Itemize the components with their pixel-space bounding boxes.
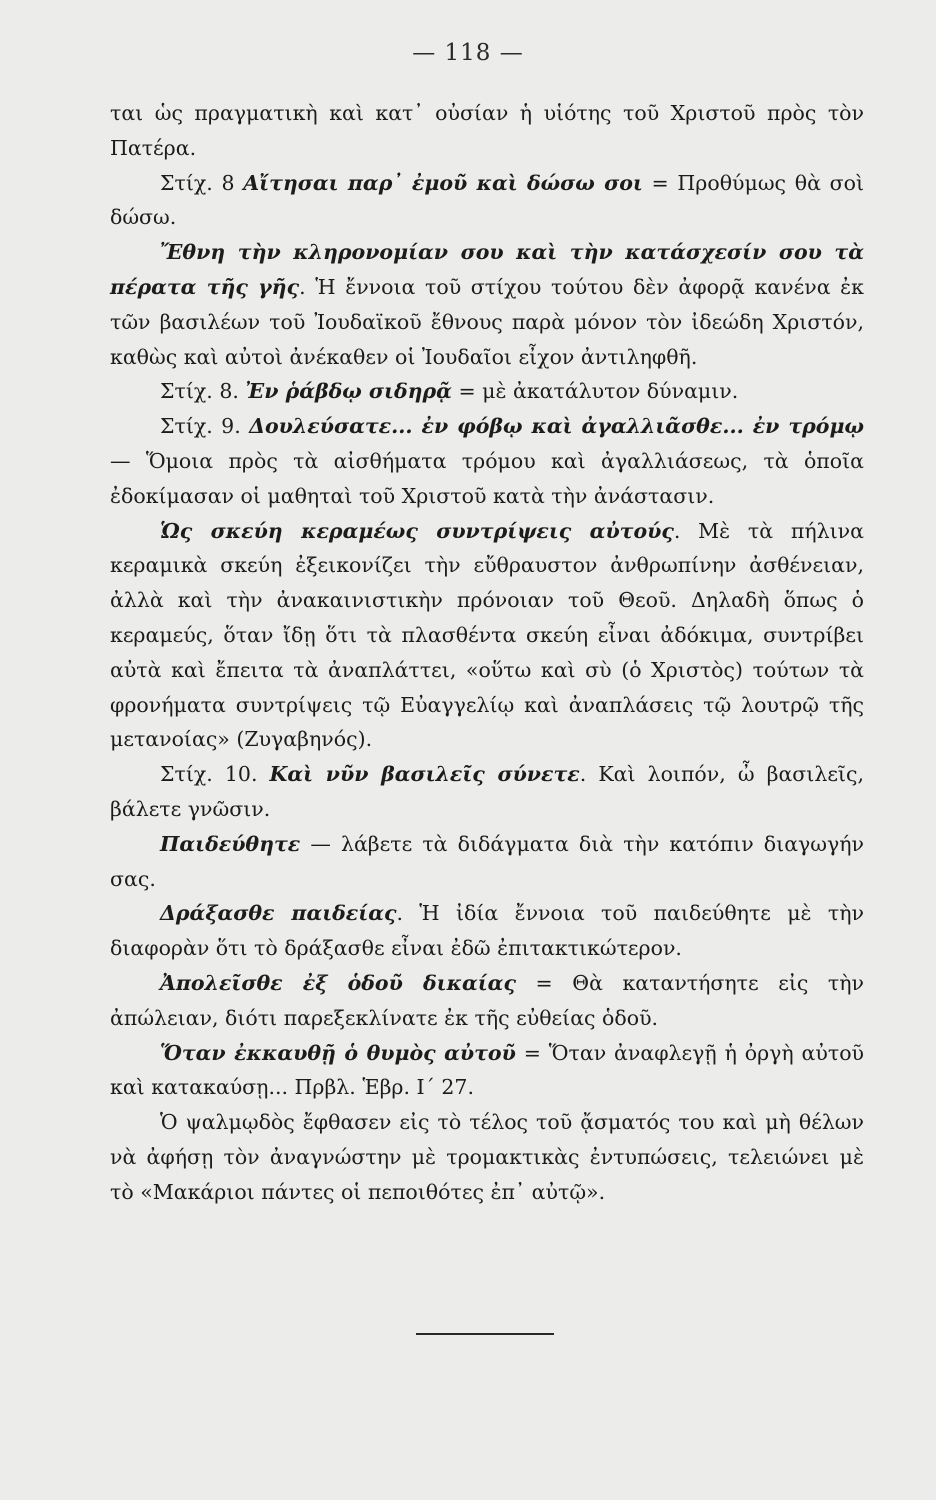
lemma-bold: Δουλεύσατε... ἐν φόβῳ καὶ ἀγαλλιᾶσθε... ἐν τρόμῳ: [249, 414, 864, 439]
text-run: — λάβετε τὰ διδάγματα διὰ τὴν κατόπιν διαγωγήν σας.: [110, 831, 864, 891]
page-number: — 118 —: [412, 40, 524, 66]
text-run: Στίχ. 10.: [160, 762, 270, 787]
paragraph: [110, 409, 864, 513]
text-run: = Θὰ καταντήσητε εἰς τὴν ἀπώλειαν, διότι παρεξεκλίνατε ἐκ τῆς εὐθείας ὁδοῦ.: [110, 970, 865, 1030]
text-run: . Ἡ ἰδία ἔννοια τοῦ παιδεύθητε μὲ τὴν διαφορὰν ὅτι τὸ δράξασθε εἶναι ἐδῶ ἐπιτακτικώτερον.: [110, 901, 864, 961]
text-run: = Ὅταν ἀναφλεγῇ ἡ ὀργὴ αὐτοῦ καὶ κατακαύσῃ... Πρβλ. Ἑβρ. Ι´ 27.: [110, 1040, 864, 1100]
paragraph: [110, 514, 864, 758]
lemma-bold: Παιδεύθητε: [160, 831, 301, 856]
lemma-bold: Δράξασθε παιδείας: [160, 901, 397, 926]
text-run: . Ἡ ἔννοια τοῦ στίχου τούτου δὲν ἀφορᾷ κανένα ἐκ τῶν βασιλέων τοῦ Ἰουδαϊκοῦ ἔθνους παρὰ μόνον τὸν ἰδεώδη Χριστόν, καθὼς καὶ αὐτοὶ ἀνέκαθεν οἱ Ἰουδαῖοι εἶχον ἀντιληφθῆ.: [110, 274, 864, 369]
text-run: Ὁ ψαλμῳδὸς ἔφθασεν εἰς τὸ τέλος τοῦ ᾄσματός του καὶ μὴ θέλων νὰ ἀφήσῃ τὸν ἀναγνώστην μὲ τρομακτικὰς ἐντυπώσεις, τελειώνει μὲ τὸ «Μακάριοι πάντες οἱ πεποιθότες ἐπ᾽ αὐτῷ».: [110, 1110, 864, 1204]
paragraph: [110, 374, 864, 409]
lemma-bold: Ὡς σκεύη κεραμέως συντρίψεις αὐτούς: [160, 518, 674, 543]
text-run: Στίχ. 8.: [160, 379, 246, 404]
lemma-bold: Ἔθνη τὴν κληρονομίαν σου καὶ τὴν κατάσχεσίν σου τὰ πέρατα τῆς γῆς: [110, 240, 864, 299]
text-run: Στίχ. 9.: [160, 414, 250, 439]
paragraph: [110, 757, 864, 827]
text-run: . Καὶ λοιπόν, ὦ βασιλεῖς, βάλετε γνῶσιν.: [110, 762, 864, 821]
text-run: Στίχ. 8: [160, 170, 244, 195]
text-run: . Μὲ τὰ πήλινα κεραμικὰ σκεύη ἐξεικονίζει τὴν εὔθραυστον ἀνθρωπίνην ἀσθένειαν, ἀλλὰ καὶ τὴν ἀνακαινιστικὴν πρόνοιαν τοῦ Θεοῦ. Δηλαδὴ ὅπως ὁ κεραμεύς, ὅταν ἴδῃ ὅτι τὰ πλασθέντα σκεύη εἶναι ἀδόκιμα, συντρίβει αὐτὰ καὶ ἔπειτα τὰ ἀναπλάττει, «οὕτω καὶ σὺ (ὁ Χριστὸς) τούτων τὰ φρονήματα συντρίψεις τῷ Εὐαγγελίῳ καὶ ἀναπλάσεις τῷ λουτρῷ τῆς μετανοίας» (Ζυγαβηνός).: [110, 518, 864, 752]
text-run: — Ὅμοια πρὸς τὰ αἰσθήματα τρόμου καὶ ἀγαλλιάσεως, τὰ ὁποῖα ἐδοκίμασαν οἱ μαθηταὶ τοῦ Χριστοῦ κατὰ τὴν ἀνάστασιν.: [110, 448, 864, 508]
end-rule: [416, 1333, 554, 1335]
lemma-bold: Καὶ νῦν βασιλεῖς σύνετε: [269, 762, 580, 787]
paragraph: [110, 966, 864, 1036]
paragraph: [110, 1105, 864, 1209]
lemma-bold: Ἀπολεῖσθε ἐξ ὁδοῦ δικαίας: [160, 970, 516, 995]
lemma-bold: Ἐν ῥάβδῳ σιδηρᾷ: [245, 379, 452, 404]
text-body: [110, 96, 864, 1210]
text-run: ται ὡς πραγματικὴ καὶ κατ᾽ οὐσίαν ἡ υἱότης τοῦ Χριστοῦ πρὸς τὸν Πατέρα.: [110, 101, 864, 160]
paragraph: [110, 235, 864, 374]
text-run: = Προθύμως θὰ σοὶ δώσω.: [110, 170, 864, 230]
paragraph: [110, 96, 864, 166]
paragraph: [110, 827, 864, 897]
text-run: = μὲ ἀκατάλυτον δύναμιν.: [451, 379, 739, 404]
lemma-bold: Ὅταν ἐκκαυθῇ ὁ θυμὸς αὐτοῦ: [160, 1040, 516, 1065]
paragraph: [110, 166, 864, 236]
lemma-bold: Αἴτησαι παρ᾽ ἐμοῦ καὶ δώσω σοι: [243, 170, 643, 195]
paragraph: [110, 896, 864, 966]
paragraph: [110, 1036, 864, 1106]
